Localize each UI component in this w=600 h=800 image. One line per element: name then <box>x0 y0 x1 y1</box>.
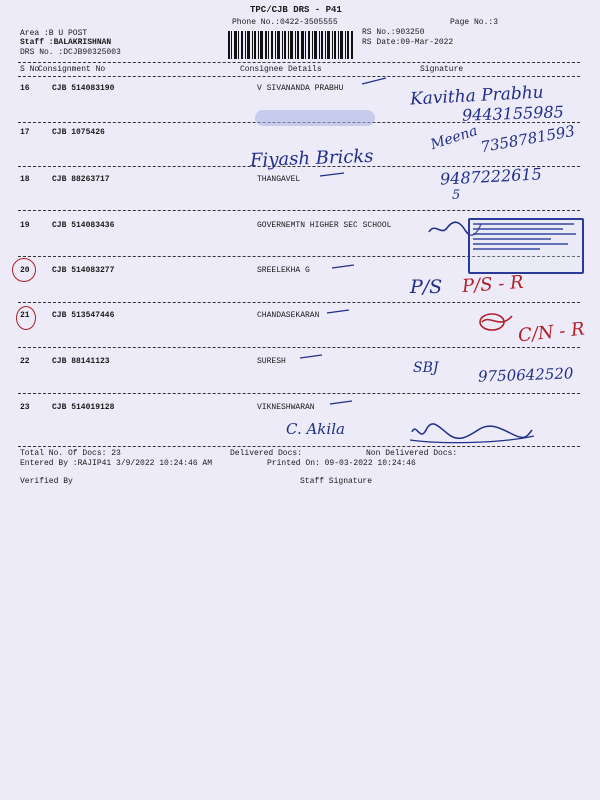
scribble-icon <box>476 308 516 334</box>
pen-mark-icon <box>328 398 358 408</box>
row-consignee: SURESH <box>257 357 286 366</box>
handwritten-status: P/S <box>410 276 443 298</box>
col-sno: S No <box>20 65 40 74</box>
row-consignee: GOVERNEMTN HIGHER SEC SCHOOL <box>257 221 392 230</box>
row-consignment: CJB 1075426 <box>52 128 105 137</box>
col-signature: Signature <box>420 65 464 74</box>
handwritten-phone: 9443155985 <box>461 102 565 125</box>
school-stamp <box>468 218 584 274</box>
pen-mark-icon <box>330 262 360 272</box>
printed-on: Printed On: 09-03-2022 10:24:46 <box>267 459 416 468</box>
row-sno: 22 <box>20 357 30 366</box>
divider <box>18 210 580 211</box>
divider <box>18 76 580 77</box>
handwritten-name: Fiyash Bricks <box>249 145 374 172</box>
handwritten-signature: 5 <box>452 188 461 203</box>
handwritten-phone: 9750642520 <box>477 364 574 386</box>
col-consignment: Consignment No <box>38 65 106 74</box>
redaction-smudge <box>255 110 375 126</box>
area-label: Area :B U POST <box>20 29 88 38</box>
handwritten-phone: 9487222615 <box>439 164 543 189</box>
handwritten-status-red: P/S - R <box>461 271 525 298</box>
row-consignment: CJB 513547446 <box>52 311 115 320</box>
divider <box>18 302 580 303</box>
row-consignment: CJB 514083190 <box>52 84 115 93</box>
delivered-docs: Delivered Docs: <box>230 449 303 458</box>
pen-mark-icon <box>360 76 390 86</box>
rs-number: RS No.:903250 <box>362 28 425 37</box>
row-sno: 16 <box>20 84 30 93</box>
staff-signature: Staff Signature <box>300 477 373 486</box>
row-consignment: CJB 514083436 <box>52 221 115 230</box>
handwritten-phone: 7358781593 <box>479 121 577 157</box>
verified-by: Verified By <box>20 477 73 486</box>
row-sno: 19 <box>20 221 30 230</box>
handwritten-signature: Meena <box>428 122 480 154</box>
divider <box>18 347 580 348</box>
row-consignee: VIKNESHWARAN <box>257 403 315 412</box>
row-sno: 18 <box>20 175 30 184</box>
non-delivered-docs: Non Delivered Docs: <box>366 449 458 458</box>
drs-number: DRS No. :DCJB90325003 <box>20 48 121 57</box>
pen-mark-icon <box>318 170 348 180</box>
page-number: Page No.:3 <box>450 18 499 27</box>
barcode <box>228 31 354 59</box>
handwritten-signature: SBJ <box>413 360 439 376</box>
tamil-signature-icon <box>408 420 536 446</box>
col-consignee: Consignee Details <box>240 65 322 74</box>
pen-mark-icon <box>298 352 328 362</box>
divider <box>18 446 580 447</box>
row-consignment: CJB 88263717 <box>52 175 110 184</box>
rs-date: RS Date:09-Mar-2022 <box>362 38 454 47</box>
divider <box>18 62 580 63</box>
divider <box>18 393 580 394</box>
entered-by: Entered By :RAJIP41 3/9/2022 10:24:46 AM <box>20 459 213 468</box>
row-sno: 17 <box>20 128 30 137</box>
handwritten-name: Kavitha Prabhu <box>409 82 545 110</box>
circle-mark <box>16 306 36 330</box>
row-consignment: CJB 514083277 <box>52 266 115 275</box>
row-consignee: SREELEKHA G <box>257 266 310 275</box>
circle-mark <box>12 258 36 282</box>
row-sno: 23 <box>20 403 30 412</box>
staff-label: Staff :BALAKRISHNAN <box>20 38 112 47</box>
handwritten-name: C. Akila <box>286 420 345 438</box>
document-title: TPC/CJB DRS - P41 <box>250 5 342 15</box>
row-sno: 21 <box>20 311 30 320</box>
handwritten-status-red: C/N - R <box>517 318 586 347</box>
pen-mark-icon <box>325 307 355 317</box>
total-docs: Total No. Of Docs: 23 <box>20 449 121 458</box>
phone-number: Phone No.:0422-3505555 <box>232 18 338 27</box>
row-sno: 20 <box>20 266 30 275</box>
row-consignment: CJB 514019128 <box>52 403 115 412</box>
row-consignee: V SIVANANDA PRABHU <box>257 84 344 93</box>
row-consignee: CHANDASEKARAN <box>257 311 320 320</box>
row-consignee: THANGAVEL <box>257 175 301 184</box>
row-consignment: CJB 88141123 <box>52 357 110 366</box>
